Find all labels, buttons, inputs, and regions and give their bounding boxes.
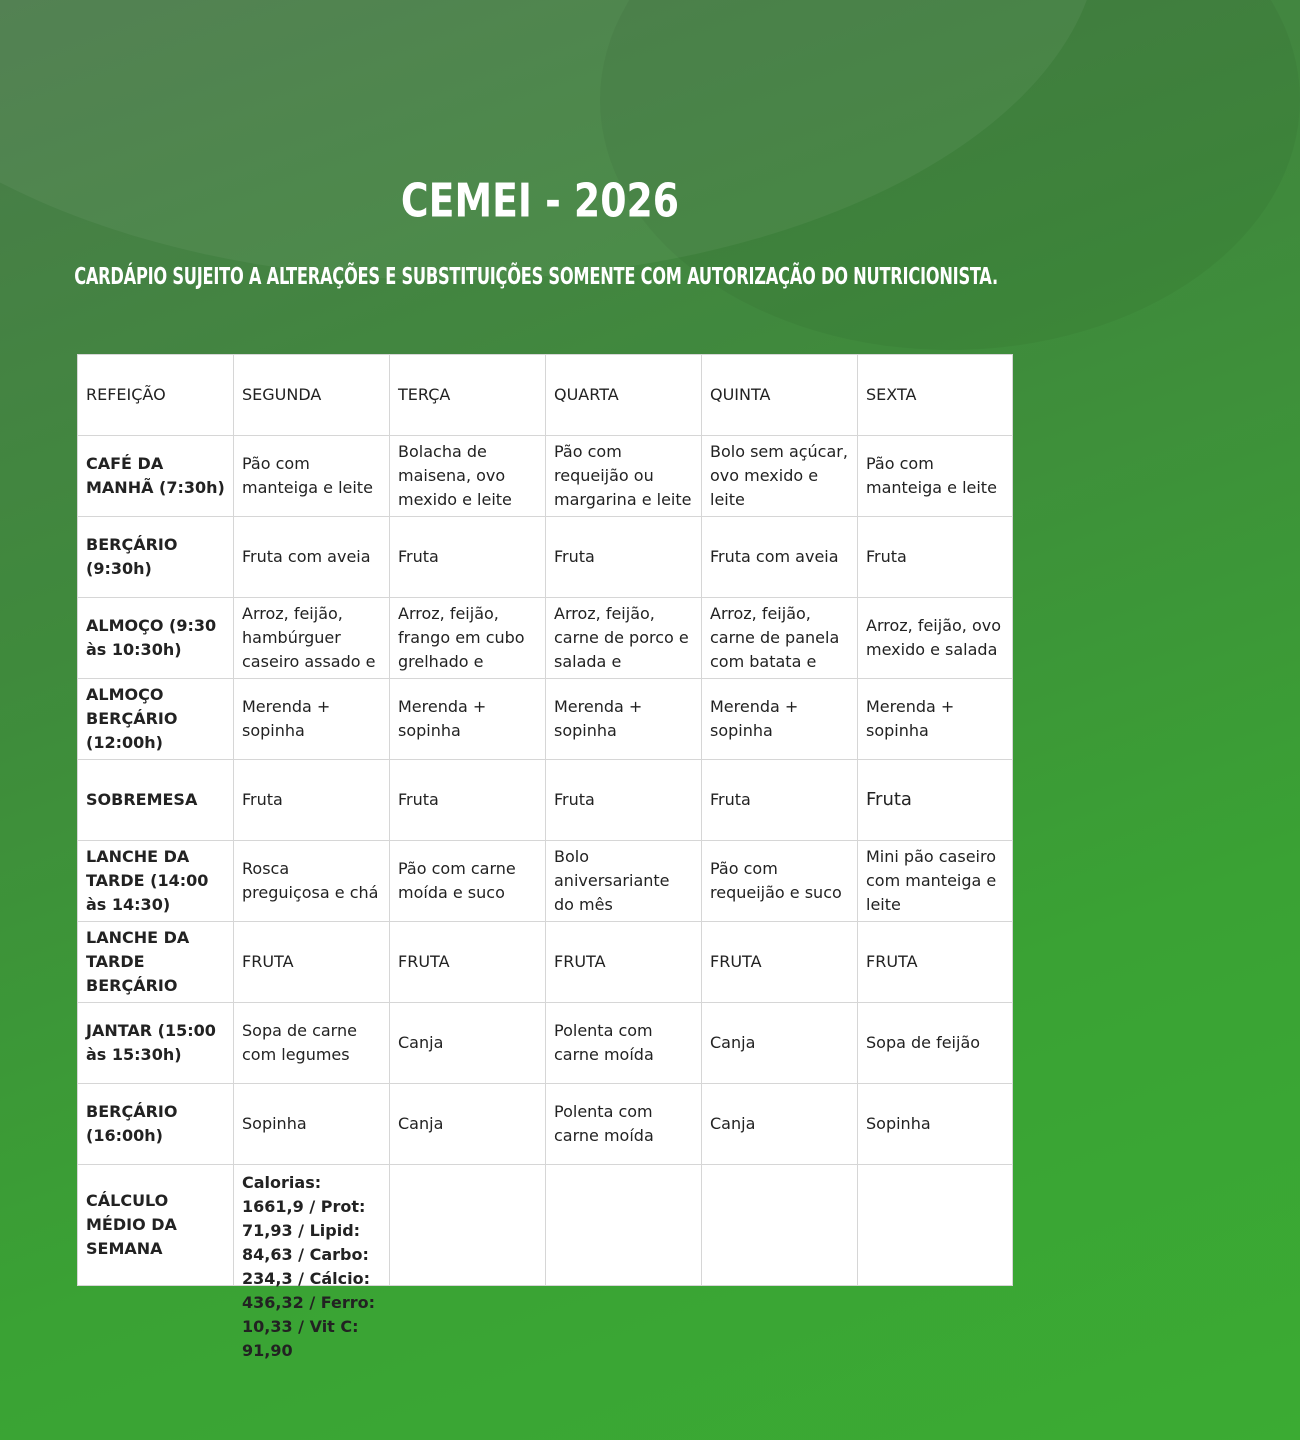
menu-cell: Pão com requeijão e suco — [702, 841, 858, 922]
table-row — [78, 517, 1013, 598]
menu-cell: Fruta — [858, 517, 1013, 598]
menu-cell: Arroz, feijão, ovo mexido e salada — [858, 598, 1013, 679]
meal-label: CAFÉ DA MANHÃ (7:30h) — [78, 436, 234, 517]
page-title: CEMEI - 2026 — [400, 173, 680, 228]
column-header: QUINTA — [702, 355, 858, 436]
meal-label: ALMOÇO (9:30 às 10:30h) — [78, 598, 234, 679]
menu-cell: Fruta com aveia — [234, 517, 390, 598]
menu-cell: Pão com requeijão ou margarina e leite — [546, 436, 702, 517]
table-row — [78, 841, 1013, 922]
menu-cell: Bolo sem açúcar, ovo mexido e leite — [702, 436, 858, 517]
menu-cell: Arroz, feijão, carne de porco e salada e — [546, 598, 702, 679]
menu-cell: Mini pão caseiro com manteiga e leite — [858, 841, 1013, 922]
menu-cell: Fruta — [390, 517, 546, 598]
meal-label: ALMOÇO BERÇÁRIO (12:00h) — [78, 679, 234, 760]
menu-cell: Merenda + sopinha — [234, 679, 390, 760]
meal-label: JANTAR (15:00 às 15:30h) — [78, 1003, 234, 1084]
column-header: SEGUNDA — [234, 355, 390, 436]
menu-cell — [390, 1165, 546, 1286]
menu-cell: Merenda + sopinha — [702, 679, 858, 760]
meal-label: SOBREMESA — [78, 760, 234, 841]
table-header-row — [78, 355, 1013, 436]
meal-label: BERÇÁRIO (9:30h) — [78, 517, 234, 598]
menu-cell: FRUTA — [702, 922, 858, 1003]
column-header: REFEIÇÃO — [78, 355, 234, 436]
table-row — [78, 1165, 1013, 1286]
menu-cell: Fruta — [234, 760, 390, 841]
menu-cell: Sopa de feijão — [858, 1003, 1013, 1084]
menu-cell: FRUTA — [858, 922, 1013, 1003]
meal-label: LANCHE DA TARDE BERÇÁRIO — [78, 922, 234, 1003]
menu-cell: Canja — [390, 1084, 546, 1165]
menu-cell: Fruta — [546, 760, 702, 841]
table-row — [78, 760, 1013, 841]
menu-cell: Arroz, feijão, hambúrguer caseiro assado e — [234, 598, 390, 679]
menu-cell: Fruta — [390, 760, 546, 841]
menu-cell: Fruta — [546, 517, 702, 598]
menu-cell: FRUTA — [546, 922, 702, 1003]
menu-cell: Sopa de carne com legumes — [234, 1003, 390, 1084]
column-header: QUARTA — [546, 355, 702, 436]
menu-cell — [702, 1165, 858, 1286]
menu-cell: Sopinha — [858, 1084, 1013, 1165]
menu-cell: Bolacha de maisena, ovo mexido e leite — [390, 436, 546, 517]
menu-cell: Merenda + sopinha — [858, 679, 1013, 760]
menu-cell: Fruta — [858, 760, 1013, 841]
menu-cell: Merenda + sopinha — [390, 679, 546, 760]
menu-table — [77, 354, 1013, 1360]
menu-cell: Rosca preguiçosa e chá — [234, 841, 390, 922]
menu-cell: FRUTA — [234, 922, 390, 1003]
page-subtitle: CARDÁPIO SUJEITO A ALTERAÇÕES E SUBSTITUIÇÕES SOMENTE COM AUTORIZAÇÃO DO NUTRICIONISTA. — [74, 262, 998, 290]
menu-cell: FRUTA — [390, 922, 546, 1003]
menu-cell: Canja — [390, 1003, 546, 1084]
table-row — [78, 436, 1013, 517]
menu-cell: Merenda + sopinha — [546, 679, 702, 760]
menu-cell — [546, 1165, 702, 1286]
table-row — [78, 679, 1013, 760]
nutrition-summary-cell: Calorias: 1661,9 / Prot: 71,93 / Lipid: 84,63 / Carbo: 234,3 / Cálcio: 436,32 / Ferro: 10,33 / Vit C: 91,90 — [234, 1165, 390, 1286]
column-header: TERÇA — [390, 355, 546, 436]
menu-cell: Canja — [702, 1003, 858, 1084]
menu-cell: Pão com carne moída e suco — [390, 841, 546, 922]
meal-label: BERÇÁRIO (16:00h) — [78, 1084, 234, 1165]
menu-cell — [858, 1165, 1013, 1286]
table-row — [78, 1084, 1013, 1165]
menu-cell: Fruta com aveia — [702, 517, 858, 598]
menu-cell: Pão com manteiga e leite — [234, 436, 390, 517]
menu-cell: Bolo aniversariante do mês — [546, 841, 702, 922]
table-row — [78, 598, 1013, 679]
menu-cell: Sopinha — [234, 1084, 390, 1165]
meal-label: LANCHE DA TARDE (14:00 às 14:30) — [78, 841, 234, 922]
menu-cell: Arroz, feijão, frango em cubo grelhado e — [390, 598, 546, 679]
table-row — [78, 1003, 1013, 1084]
meal-label: CÁLCULO MÉDIO DA SEMANA — [78, 1165, 234, 1286]
menu-cell: Arroz, feijão, carne de panela com batata e — [702, 598, 858, 679]
menu-cell: Fruta — [702, 760, 858, 841]
menu-cell: Canja — [702, 1084, 858, 1165]
table-row — [78, 922, 1013, 1003]
column-header: SEXTA — [858, 355, 1013, 436]
menu-cell: Pão com manteiga e leite — [858, 436, 1013, 517]
menu-cell: Polenta com carne moída — [546, 1084, 702, 1165]
menu-cell: Polenta com carne moída — [546, 1003, 702, 1084]
